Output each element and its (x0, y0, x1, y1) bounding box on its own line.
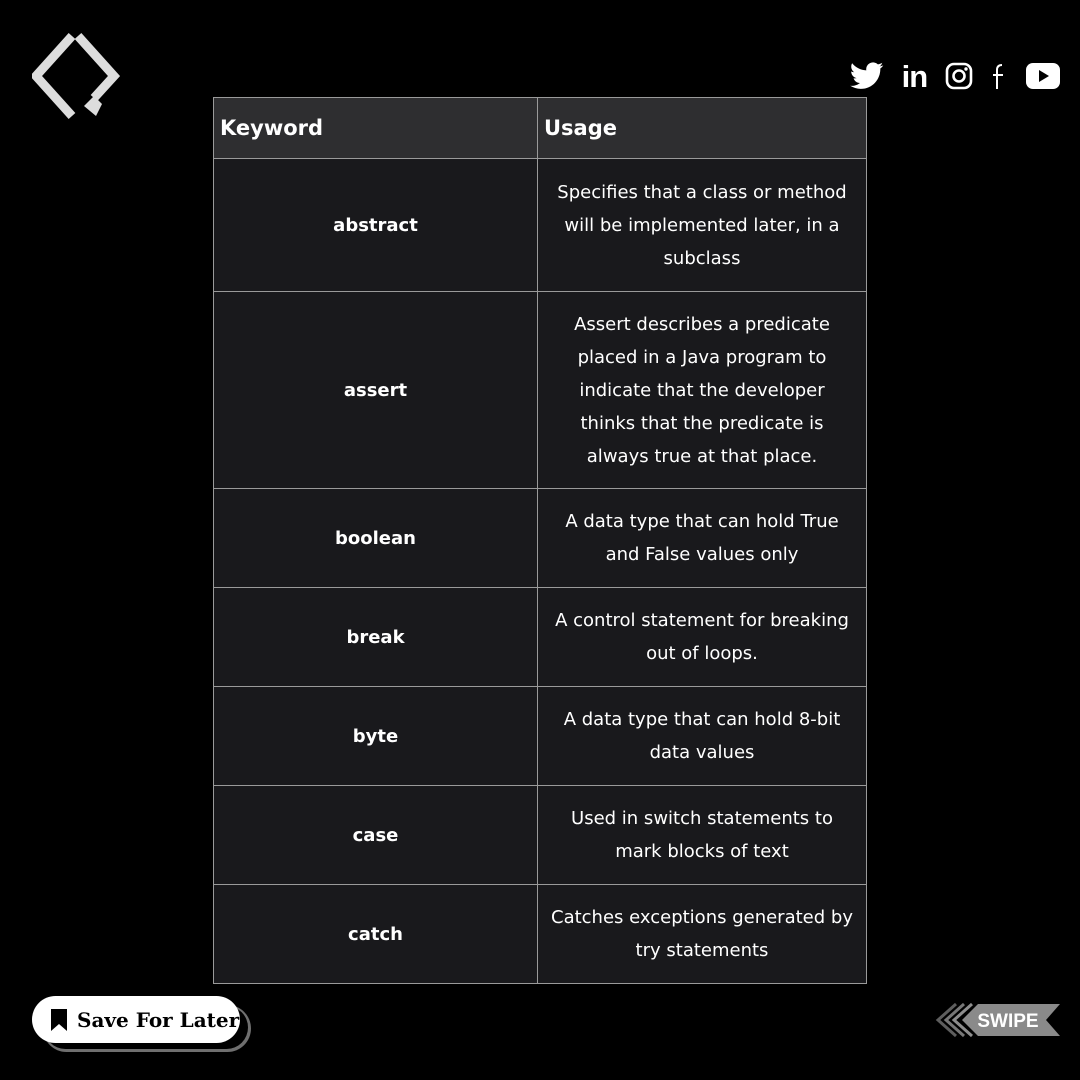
youtube-icon[interactable] (1026, 63, 1060, 89)
keyword-cell: break (214, 588, 538, 687)
swipe-label: SWIPE (977, 1011, 1039, 1032)
table-row (214, 588, 867, 687)
social-links (850, 58, 1060, 94)
brand-logo-icon (32, 32, 120, 120)
instagram-icon[interactable] (945, 62, 973, 90)
keyword-cell: case (214, 786, 538, 885)
usage-cell: A data type that can hold 8-bit data values (538, 687, 867, 786)
usage-cell: A data type that can hold True and False values only (538, 489, 867, 588)
usage-cell: Specifies that a class or method will be implemented later, in a subclass (538, 159, 867, 292)
table-row (214, 489, 867, 588)
bookmark-icon (50, 1008, 68, 1032)
table-row (214, 687, 867, 786)
usage-cell: Used in switch statements to mark blocks of text (538, 786, 867, 885)
linkedin-icon[interactable] (901, 58, 928, 94)
save-for-later-button[interactable] (32, 996, 240, 1043)
keyword-cell: abstract (214, 159, 538, 292)
table-header-row (214, 98, 867, 159)
twitter-icon[interactable] (850, 62, 884, 90)
column-header-usage: Usage (538, 98, 867, 159)
keyword-cell: assert (214, 292, 538, 489)
usage-cell: A control statement for breaking out of loops. (538, 588, 867, 687)
table-row (214, 159, 867, 292)
table-row (214, 292, 867, 489)
swipe-indicator[interactable] (934, 1000, 1062, 1040)
usage-cell: Catches exceptions generated by try statements (538, 885, 867, 984)
keyword-cell: boolean (214, 489, 538, 588)
table-row (214, 786, 867, 885)
linkedin-icon-text: in (901, 58, 928, 94)
keyword-cell: catch (214, 885, 538, 984)
save-for-later-label: Save For Later (77, 1007, 240, 1032)
keyword-cell: byte (214, 687, 538, 786)
column-header-keyword: Keyword (214, 98, 538, 159)
keyword-table (213, 97, 867, 984)
usage-cell: Assert describes a predicate placed in a Java program to indicate that the developer thinks that the predicate is always true at that place. (538, 292, 867, 489)
table-row (214, 885, 867, 984)
facebook-icon[interactable] (990, 62, 1008, 90)
